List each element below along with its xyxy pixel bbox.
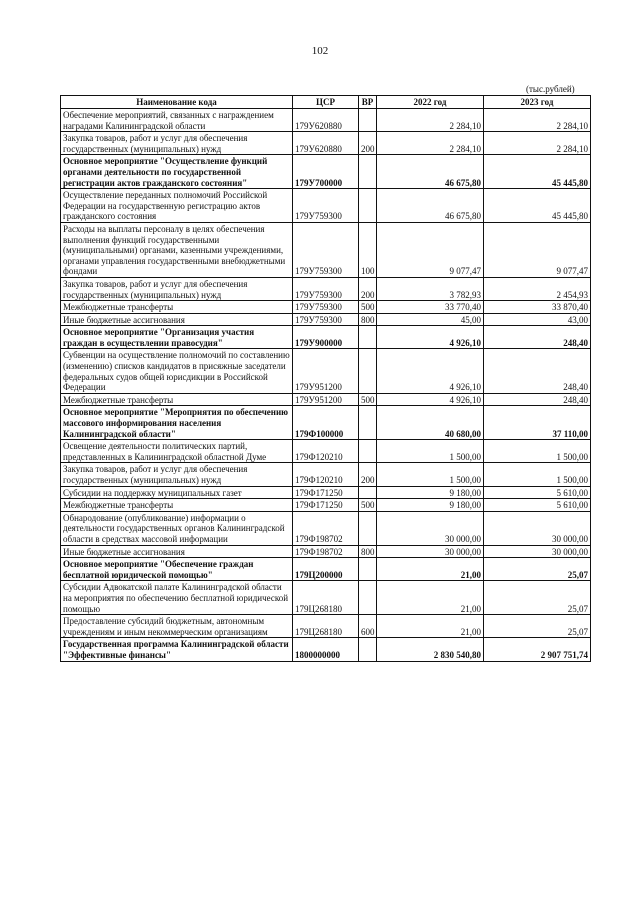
row-csr-cell: 179Ф100000	[293, 406, 359, 440]
row-csr-cell: 179У759300	[293, 277, 359, 300]
budget-table	[60, 95, 591, 662]
row-vr-cell	[359, 511, 377, 545]
row-vr-cell	[359, 326, 377, 349]
row-vr-cell: 600	[359, 615, 377, 638]
table-row	[61, 558, 591, 581]
table-row	[61, 132, 591, 155]
row-2023-cell: 5 610,00	[484, 499, 591, 512]
table-row	[61, 545, 591, 558]
row-2022-cell: 45,00	[377, 313, 484, 326]
row-vr-cell: 200	[359, 277, 377, 300]
row-name-cell: Субсидии Адвокатской палате Калининградской области на мероприятия по обеспечению бесплатной юридической помощью	[61, 581, 293, 615]
row-vr-cell: 200	[359, 132, 377, 155]
table-row	[61, 301, 591, 314]
row-2022-cell: 1 500,00	[377, 463, 484, 486]
row-csr-cell: 179У700000	[293, 155, 359, 189]
row-csr-cell: 179У900000	[293, 326, 359, 349]
row-2022-cell: 33 770,40	[377, 301, 484, 314]
row-vr-cell	[359, 440, 377, 463]
row-2023-cell: 45 445,80	[484, 155, 591, 189]
row-2023-cell: 2 284,10	[484, 109, 591, 132]
table-row	[61, 109, 591, 132]
row-name-cell: Субвенции на осуществление полномочий по составлению (изменению) списков кандидатов в присяжные заседатели федеральных судов общей юрисдикции в Российской Федерации	[61, 349, 293, 393]
row-2022-cell: 46 675,80	[377, 155, 484, 189]
row-name-cell: Основное мероприятие "Обеспечение граждан бесплатной юридической помощью"	[61, 558, 293, 581]
row-2023-cell: 248,40	[484, 326, 591, 349]
row-2023-cell: 45 445,80	[484, 189, 591, 223]
row-csr-cell: 179У951200	[293, 393, 359, 406]
row-name-cell: Иные бюджетные ассигнования	[61, 545, 293, 558]
row-2022-cell: 40 680,00	[377, 406, 484, 440]
row-2022-cell: 3 782,93	[377, 277, 484, 300]
row-name-cell: Субсидии на поддержку муниципальных газет	[61, 486, 293, 499]
table-row	[61, 393, 591, 406]
row-csr-cell: 179Ц200000	[293, 558, 359, 581]
table-row	[61, 326, 591, 349]
row-2022-cell: 2 284,10	[377, 109, 484, 132]
row-vr-cell: 200	[359, 463, 377, 486]
row-name-cell: Закупка товаров, работ и услуг для обеспечения государственных (муниципальных) нужд	[61, 132, 293, 155]
table-row	[61, 189, 591, 223]
row-csr-cell: 179У759300	[293, 313, 359, 326]
row-2023-cell: 248,40	[484, 393, 591, 406]
row-2022-cell: 21,00	[377, 581, 484, 615]
row-2022-cell: 4 926,10	[377, 326, 484, 349]
page-number: 102	[311, 45, 329, 57]
row-csr-cell: 1800000000	[293, 638, 359, 661]
row-2022-cell: 30 000,00	[377, 545, 484, 558]
row-csr-cell: 179Ф198702	[293, 511, 359, 545]
row-2023-cell: 248,40	[484, 349, 591, 393]
row-vr-cell: 500	[359, 301, 377, 314]
row-vr-cell: 500	[359, 393, 377, 406]
table-row	[61, 222, 591, 277]
row-csr-cell: 179У620880	[293, 132, 359, 155]
row-vr-cell	[359, 581, 377, 615]
row-name-cell: Освещение деятельности политических партий, представленных в Калининградской областной Думе	[61, 440, 293, 463]
row-2023-cell: 30 000,00	[484, 545, 591, 558]
row-2023-cell: 2 454,93	[484, 277, 591, 300]
row-2023-cell: 43,00	[484, 313, 591, 326]
row-2022-cell: 46 675,80	[377, 189, 484, 223]
row-2022-cell: 2 284,10	[377, 132, 484, 155]
header-2022: 2022 год	[377, 96, 484, 109]
row-vr-cell	[359, 638, 377, 661]
table-row	[61, 155, 591, 189]
row-vr-cell	[359, 155, 377, 189]
row-2023-cell: 9 077,47	[484, 222, 591, 277]
row-vr-cell	[359, 349, 377, 393]
table-row	[61, 638, 591, 661]
row-vr-cell: 500	[359, 499, 377, 512]
header-name: Наименование кода	[61, 96, 293, 109]
table-row	[61, 463, 591, 486]
row-csr-cell: 179Ф171250	[293, 499, 359, 512]
table-row	[61, 615, 591, 638]
row-vr-cell: 800	[359, 313, 377, 326]
row-2023-cell: 1 500,00	[484, 440, 591, 463]
table-row	[61, 277, 591, 300]
row-2022-cell: 1 500,00	[377, 440, 484, 463]
row-2023-cell: 2 284,10	[484, 132, 591, 155]
table-row	[61, 349, 591, 393]
row-csr-cell: 179У759300	[293, 189, 359, 223]
row-name-cell: Государственная программа Калининградской области "Эффективные финансы"	[61, 638, 293, 661]
row-csr-cell: 179Ф120210	[293, 440, 359, 463]
row-2022-cell: 9 077,47	[377, 222, 484, 277]
row-name-cell: Основное мероприятие "Мероприятия по обеспечению массового информирования населения Калининградской области"	[61, 406, 293, 440]
row-csr-cell: 179Ц268180	[293, 581, 359, 615]
row-name-cell: Основное мероприятие "Организация участия граждан в осуществлении правосудия"	[61, 326, 293, 349]
row-name-cell: Межбюджетные трансферты	[61, 393, 293, 406]
row-name-cell: Осуществление переданных полномочий Российской Федерации на государственную регистрацию актов гражданского состояния	[61, 189, 293, 223]
table-body	[61, 109, 591, 662]
header-vr: ВР	[359, 96, 377, 109]
row-2023-cell: 2 907 751,74	[484, 638, 591, 661]
row-2022-cell: 4 926,10	[377, 393, 484, 406]
row-csr-cell: 179Ц268180	[293, 615, 359, 638]
row-csr-cell: 179Ф171250	[293, 486, 359, 499]
table-header-row	[61, 96, 591, 109]
row-2023-cell: 33 870,40	[484, 301, 591, 314]
row-name-cell: Межбюджетные трансферты	[61, 499, 293, 512]
row-name-cell: Межбюджетные трансферты	[61, 301, 293, 314]
row-2022-cell: 4 926,10	[377, 349, 484, 393]
row-2023-cell: 1 500,00	[484, 463, 591, 486]
unit-note: (тыс.рублей)	[526, 84, 575, 94]
row-name-cell: Обеспечение мероприятий, связанных с награждением наградами Калининградской области	[61, 109, 293, 132]
table-row	[61, 499, 591, 512]
row-name-cell: Закупка товаров, работ и услуг для обеспечения государственных (муниципальных) нужд	[61, 463, 293, 486]
row-vr-cell	[359, 486, 377, 499]
row-vr-cell	[359, 109, 377, 132]
row-csr-cell: 179Ф120210	[293, 463, 359, 486]
row-csr-cell: 179У620880	[293, 109, 359, 132]
row-2023-cell: 5 610,00	[484, 486, 591, 499]
header-csr: ЦСР	[293, 96, 359, 109]
row-2023-cell: 30 000,00	[484, 511, 591, 545]
table-row	[61, 313, 591, 326]
row-name-cell: Предоставление субсидий бюджетным, автономным учреждениям и иным некоммерческим организациям	[61, 615, 293, 638]
row-2022-cell: 21,00	[377, 615, 484, 638]
row-2023-cell: 37 110,00	[484, 406, 591, 440]
row-2023-cell: 25,07	[484, 615, 591, 638]
row-name-cell: Расходы на выплаты персоналу в целях обеспечения выполнения функций государственными (муниципальными) органами, казенными учреждениями, органами управления государственными внебюджетными фондами	[61, 222, 293, 277]
row-2022-cell: 2 830 540,80	[377, 638, 484, 661]
table-row	[61, 511, 591, 545]
row-vr-cell	[359, 189, 377, 223]
row-name-cell: Иные бюджетные ассигнования	[61, 313, 293, 326]
row-name-cell: Закупка товаров, работ и услуг для обеспечения государственных (муниципальных) нужд	[61, 277, 293, 300]
row-2022-cell: 9 180,00	[377, 499, 484, 512]
row-csr-cell: 179Ф198702	[293, 545, 359, 558]
row-csr-cell: 179У759300	[293, 301, 359, 314]
row-2023-cell: 25,07	[484, 558, 591, 581]
row-csr-cell: 179У759300	[293, 222, 359, 277]
row-2022-cell: 9 180,00	[377, 486, 484, 499]
table-row	[61, 486, 591, 499]
row-vr-cell	[359, 406, 377, 440]
table-row	[61, 581, 591, 615]
table-row	[61, 406, 591, 440]
row-2023-cell: 25,07	[484, 581, 591, 615]
row-2022-cell: 30 000,00	[377, 511, 484, 545]
row-vr-cell: 100	[359, 222, 377, 277]
row-2022-cell: 21,00	[377, 558, 484, 581]
row-vr-cell: 800	[359, 545, 377, 558]
row-name-cell: Основное мероприятие "Осуществление функций органами деятельности по государственной регистрации актов гражданского состояния"	[61, 155, 293, 189]
row-name-cell: Обнародование (опубликование) информации о деятельности государственных органов Калининградской области в средствах массовой информации	[61, 511, 293, 545]
table-row	[61, 440, 591, 463]
header-2023: 2023 год	[484, 96, 591, 109]
row-vr-cell	[359, 558, 377, 581]
row-csr-cell: 179У951200	[293, 349, 359, 393]
